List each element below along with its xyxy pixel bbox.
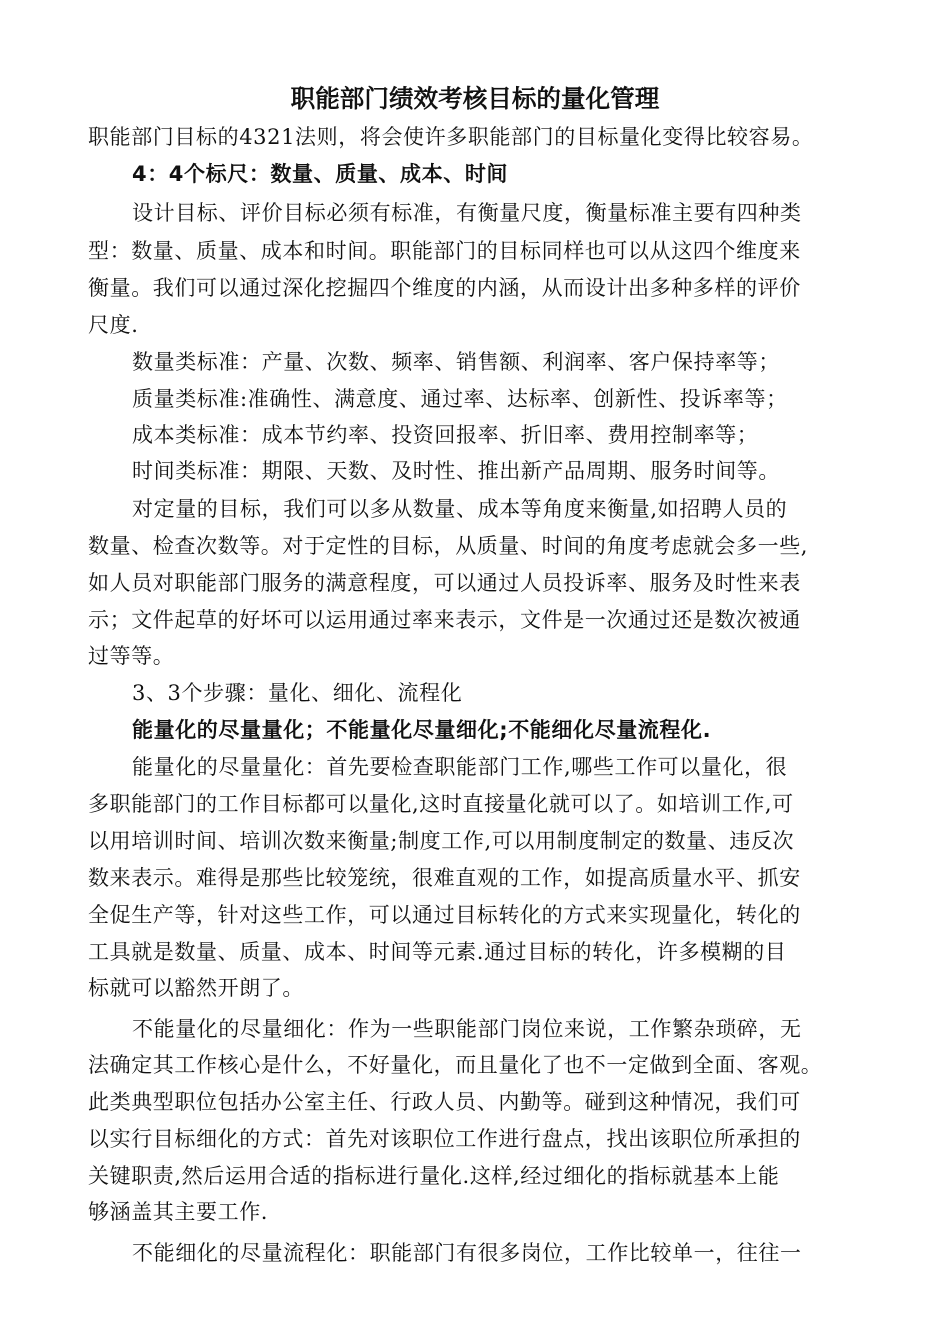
paragraph-line: 多职能部门的工作目标都可以量化,这时直接量化就可以了。如培训工作,可	[88, 792, 794, 816]
paragraph-line: 尺度.	[88, 313, 139, 337]
paragraph-line: 够涵盖其主要工作.	[88, 1200, 269, 1224]
paragraph-line: 数量、检查次数等。对于定性的目标，从质量、时间的角度考虑就会多一些,	[88, 534, 809, 558]
paragraph-line: 型：数量、质量、成本和时间。职能部门的目标同样也可以从这四个维度来	[88, 239, 801, 263]
section-heading-4-standards: 4：4个标尺：数量、质量、成本、时间	[132, 162, 509, 186]
list-line-quality: 质量类标准:准确性、满意度、通过率、达标率、创新性、投诉率等；	[132, 387, 788, 411]
paragraph-line: 不能量化的尽量细化：作为一些职能部门岗位来说，工作繁杂琐碎，无	[132, 1017, 802, 1041]
paragraph-line: 如人员对职能部门服务的满意程度，可以通过人员投诉率、服务及时性来表	[88, 571, 801, 595]
paragraph-line: 工具就是数量、质量、成本、时间等元素.通过目标的转化，许多模糊的目	[88, 940, 787, 964]
document-title: 职能部门绩效考核目标的量化管理	[290, 84, 660, 113]
paragraph-line: 数来表示。难得是那些比较笼统，很难直观的工作，如提高质量水平、抓安	[88, 866, 801, 890]
paragraph-line-intro: 职能部门目标的4321法则，将会使许多职能部门的目标量化变得比较容易。	[88, 125, 814, 149]
paragraph-line: 全促生产等，针对这些工作，可以通过目标转化的方式来实现量化，转化的	[88, 903, 801, 927]
section-heading-3-steps: 3、3个步骤：量化、细化、流程化	[132, 681, 463, 705]
paragraph-line: 法确定其工作核心是什么，不好量化，而且量化了也不一定做到全面、客观。	[88, 1053, 823, 1077]
paragraph-line: 不能细化的尽量流程化：职能部门有很多岗位，工作比较单一，往往一	[132, 1241, 802, 1265]
list-line-quantity: 数量类标准：产量、次数、频率、销售额、利润率、客户保持率等；	[132, 350, 780, 374]
paragraph-line: 以用培训时间、培训次数来衡量;制度工作,可以用制度制定的数量、违反次	[88, 829, 795, 853]
paragraph-line: 以实行目标细化的方式：首先对该职位工作进行盘点，找出该职位所承担的	[88, 1127, 801, 1151]
principle-line: 能量化的尽量量化；不能量化尽量细化;不能细化尽量流程化.	[132, 718, 712, 742]
paragraph-line: 过等等。	[88, 644, 175, 668]
list-line-time: 时间类标准：期限、天数、及时性、推出新产品周期、服务时间等。	[132, 459, 780, 483]
paragraph-line: 此类典型职位包括办公室主任、行政人员、内勤等。碰到这种情况，我们可	[88, 1090, 801, 1114]
list-line-cost: 成本类标准：成本节约率、投资回报率、折旧率、费用控制率等；	[132, 423, 759, 447]
paragraph-line: 设计目标、评价目标必须有标准，有衡量尺度，衡量标准主要有四种类	[132, 201, 802, 225]
paragraph-line: 衡量。我们可以通过深化挖掘四个维度的内涵，从而设计出多种多样的评价	[88, 276, 801, 300]
paragraph-line: 标就可以豁然开朗了。	[88, 976, 304, 1000]
paragraph-line: 能量化的尽量量化：首先要检查职能部门工作,哪些工作可以量化，很	[132, 755, 788, 779]
paragraph-line: 示；文件起草的好坏可以运用通过率来表示，文件是一次通过还是数次被通	[88, 608, 801, 632]
paragraph-line: 对定量的目标，我们可以多从数量、成本等角度来衡量,如招聘人员的	[132, 497, 788, 521]
paragraph-line: 关键职责,然后运用合适的指标进行量化.这样,经过细化的指标就基本上能	[88, 1164, 780, 1188]
